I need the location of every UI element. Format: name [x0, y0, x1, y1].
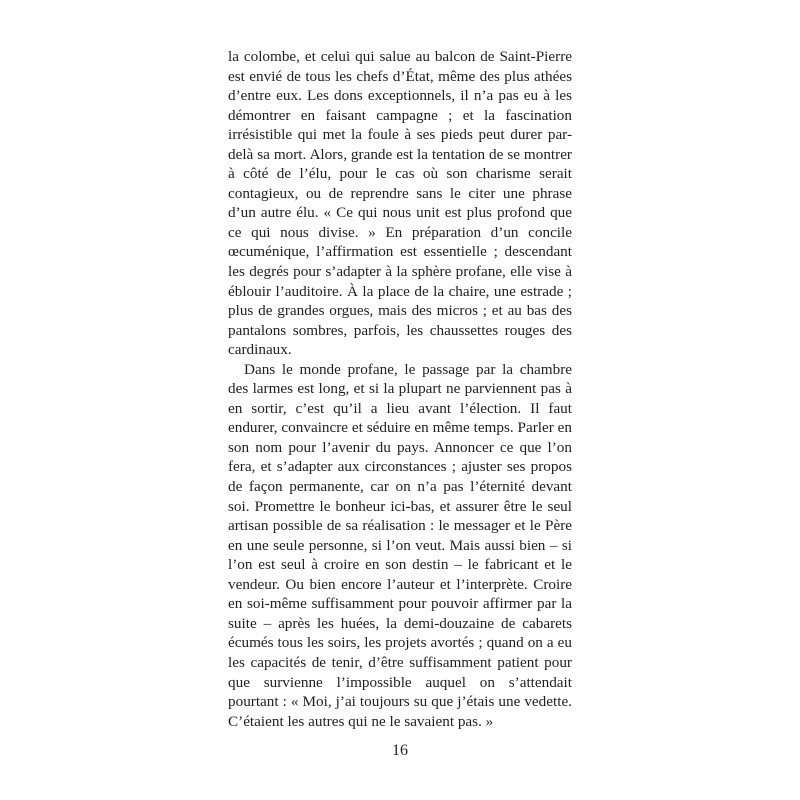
page-number: 16	[392, 742, 408, 759]
paragraph-2: Dans le monde profane, le passage par la chambre des larmes est long, et si la plupart ne parviennent pas à en sortir, c’est qu’il a lieu avant l’élection. Il faut endurer, convaincre et séduire en même temps. Parler en son nom pour l’avenir du pays. Annoncer ce que l’on fera, et s’adapter aux circonstances ; ajuster ses propos de façon permanente, car on n’a pas l’éternité devant soi. Promettre le bonheur ici-bas, et assurer être le seul artisan possible de sa réalisation : le messager et le Père en une seule personne, si l’on veut. Mais aussi bien – si l’on est seul à croire en son destin – le fabricant et le vendeur. Ou bien encore l’auteur et l’interprète. Croire en soi-même suffisamment pour pouvoir affirmer par la suite – après les huées, la demi-douzaine de cabarets écumés tous les soirs, les projets avortés ; quand on a eu les capacités de tenir, d’être suffisamment patient pour que survienne l’impossible auquel on s’attendait pourtant : « Moi, j’ai toujours su que j’étais une vedette. C’étaient les autres qui ne le savaient pas. »	[228, 360, 572, 730]
paragraph-1: la colombe, et celui qui salue au balcon de Saint-Pierre est envié de tous les chefs d’État, même des plus athées d’entre eux. Les dons exceptionnels, il n’a pas eu à les démontrer en faisant campagne ; et la fascination irrésistible qui met la foule à ses pieds peut durer par-delà sa mort. Alors, grande est la tentation de se montrer à côté de l’élu, pour le cas où son charisme serait contagieux, ou de reprendre sans le citer une phrase d’un autre élu. « Ce qui nous unit est plus profond que ce qui nous divise. » En préparation d’un concile œcuménique, l’affirmation est essentielle ; descendant les degrés pour s’adapter à la sphère profane, elle vise à éblouir l’auditoire. À la place de la chaire, une estrade ; plus de grandes orgues, mais des micros ; et au bas des pantalons sombres, parfois, les chaussettes rouges des cardinaux.	[228, 48, 572, 359]
body-text	[228, 47, 572, 731]
